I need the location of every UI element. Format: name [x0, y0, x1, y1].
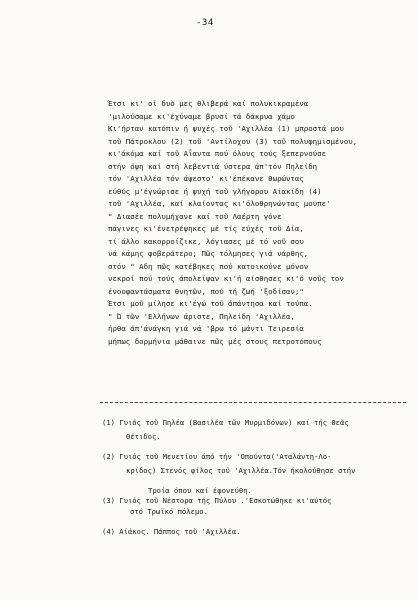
footnote-line: (2) Γυιός τοῦ Μενετίου άπό τήν 'Οπούντα('Αταλάντη-Λο- [102, 452, 332, 461]
footnote-line: (4) Αίάκος. Πάππος τοῦ 'Αχιλλέα. [102, 527, 241, 536]
footnote-line: Τροία όπου καί έφονεύθη. [148, 486, 252, 495]
poem-line: μήπως δορμήνια μάθαινε πῶς μές στους πετροτόπους [108, 336, 322, 346]
poem-text [108, 98, 413, 348]
poem-line: Έτσι κι' οἱ δυὸ μες θλιβερά καί πολυκικραμένα [108, 99, 309, 108]
poem-line: " Ώ τῶν 'Ελλήνων άριστε, Πηλείδη 'Αχιλλέα, [108, 311, 295, 321]
poem-line: τόν 'Αχιλλέα τόν άψεστο' κι'έπέκανε θωρώντας [108, 174, 304, 183]
poem-line: εύθύς μ'έγνώρισε ή ψυχή τοῦ γλήγορου Αίακίδη (4) [108, 186, 322, 196]
footnote-divider [100, 402, 406, 403]
footnote-line: στό Τρωϊκό πόλεμο. [130, 507, 208, 516]
footnote-line: Θέτιδος. [126, 432, 161, 441]
poem-line: 'μιλούσαμε κι'έχύναμε βρυσί τά δάκρυα χάμο [108, 111, 295, 121]
poem-line: νεκροί πού τούς άπολείψαν κι'ή αίσθησες κι'ό νοῦς τον [108, 274, 344, 283]
poem-line: Έτσι μοῦ μίλησε κι'έγώ τοῦ άπάντησα καί τούπα. [108, 299, 313, 308]
footnote-line: (3) Γυιός τοῦ Νέστορα τής Πύλου .'Εσκοτώθηκε κι'αύτός [102, 496, 332, 505]
footnote-line: κρίδος) Στενός φίλος τοῦ 'Αχιλλέα.Τόν ήκολούθησε στήν [126, 466, 356, 475]
poem-line: πάγινες κι'ένετρέψηκες μέ τίς εύχές τοῦ Δία, [108, 224, 304, 233]
poem-line: νά κάμης φοβεράτερο; Πῶς τόλμησες γιά νάρθης, [108, 249, 309, 258]
poem-line: τοῦ 'Αχιλλέα, καί κλαίοντας κι'όλοθρηνώντας μουπε' [108, 199, 331, 208]
poem-line: ένοοφαντάσματα θνητῶν, πού τή ζωή 'ξοδίσαν;" [108, 286, 304, 296]
poem-line: κι'άκόμα καί τοῦ Αΐαντα πού όλους τούς ξεπερνούσε [108, 149, 327, 158]
poem-line: Κι'ήρταν κατόπιν ή ψυχές τοῦ 'Αχιλλέα (1) μπροστά μου [108, 124, 344, 133]
footnote-line: (1) Γυιός τοῦ Πηλέα (Βασιλέα τῶν Μυρμιδόνων) καί τής Θεᾶς [102, 418, 349, 427]
poem-line: τί άλλο κακορροίζικε, λόγιασες μέ τό νοῦ σου [108, 236, 304, 246]
poem-line: ήρθα άπ'άνάγκη γιά νά 'βρω τό μάντι Τειρεσία [108, 324, 304, 333]
poem-line: τοῦ Πάτροκλου (2) τοῦ 'Αντίλοχου (3) τοῦ πολυφημισμένου, [108, 136, 358, 146]
poem-line: " Διασέε πολυμήχανε καί τοῦ Λαέρτη γόνε [108, 211, 282, 221]
page-number: -34 [196, 18, 214, 28]
poem-line: στήν όψη καί στή λεβεντιά ύστερα άπ'τόν Πηλείδη [108, 161, 318, 171]
poem-line: στόν " Αδη πῶς κατέβηκες πού κατοικούνε μόνον [108, 261, 309, 271]
